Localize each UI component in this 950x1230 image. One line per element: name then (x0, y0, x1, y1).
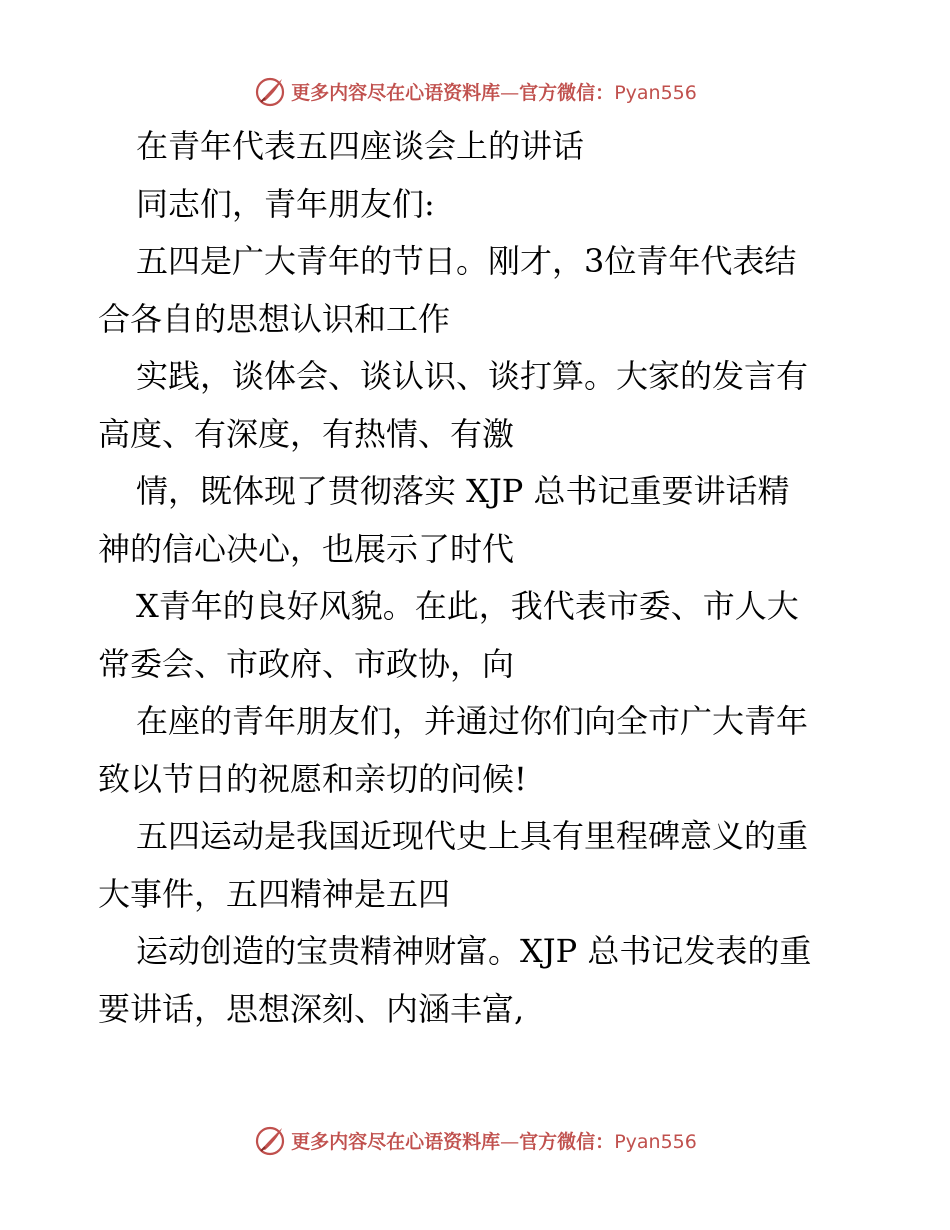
text-line: 实践，谈体会、谈认识、谈打算。大家的发言有 (136, 357, 809, 395)
text-line: 致以节日的祝愿和亲切的问候! (98, 759, 527, 798)
paragraph (98, 348, 858, 463)
paragraph (98, 233, 858, 348)
banner-wechat-id: Pyan556 (614, 81, 697, 104)
banner-wechat-id: Pyan556 (614, 1130, 697, 1153)
footer-watermark-banner (0, 1120, 950, 1160)
text-line: 在座的青年朋友们，并通过你们向全市广大青年 (136, 702, 809, 740)
banner-separator: — (500, 81, 520, 104)
text-line: 常委会、市政府、市政协，向 (98, 644, 515, 683)
document-body (98, 118, 858, 1038)
text-line: 神的信心决心，也展示了时代 (98, 529, 515, 568)
paragraph (98, 923, 858, 1038)
paragraph (98, 463, 858, 578)
text-line: 情，既体现了贯彻落实 XJP 总书记重要讲话精 (136, 472, 790, 510)
text-line: X青年的良好风貌。在此，我代表市委、市人大 (136, 587, 799, 625)
quill-logo-icon (253, 1123, 287, 1157)
banner-slogan: 更多内容尽在心语资料库 (291, 1130, 501, 1153)
quill-logo-icon (253, 74, 287, 108)
banner-text (291, 78, 697, 105)
banner-text (291, 1127, 697, 1154)
text-line: 要讲话，思想深刻、内涵丰富, (98, 989, 525, 1028)
text-line: 大事件，五四精神是五四 (98, 874, 451, 913)
banner-slogan: 更多内容尽在心语资料库 (291, 81, 501, 104)
paragraph (98, 808, 858, 923)
text-line: 五四是广大青年的节日。刚才，3位青年代表结 (136, 242, 797, 280)
paragraph (98, 693, 858, 808)
paragraph (98, 578, 858, 693)
text-line: 五四运动是我国近现代史上具有里程碑意义的重 (136, 817, 809, 855)
header-watermark-banner (0, 71, 950, 111)
banner-wechat-label: 官方微信： (519, 81, 615, 104)
text-line: 高度、有深度，有热情、有激 (98, 414, 515, 453)
document-title: 在青年代表五四座谈会上的讲话 (136, 127, 585, 165)
banner-wechat-label: 官方微信： (519, 1130, 615, 1153)
document-salutation: 同志们，青年朋友们: (136, 184, 435, 223)
banner-separator: — (500, 1130, 520, 1153)
text-line: 合各自的思想认识和工作 (98, 299, 451, 338)
text-line: 运动创造的宝贵精神财富。XJP 总书记发表的重 (136, 932, 812, 970)
